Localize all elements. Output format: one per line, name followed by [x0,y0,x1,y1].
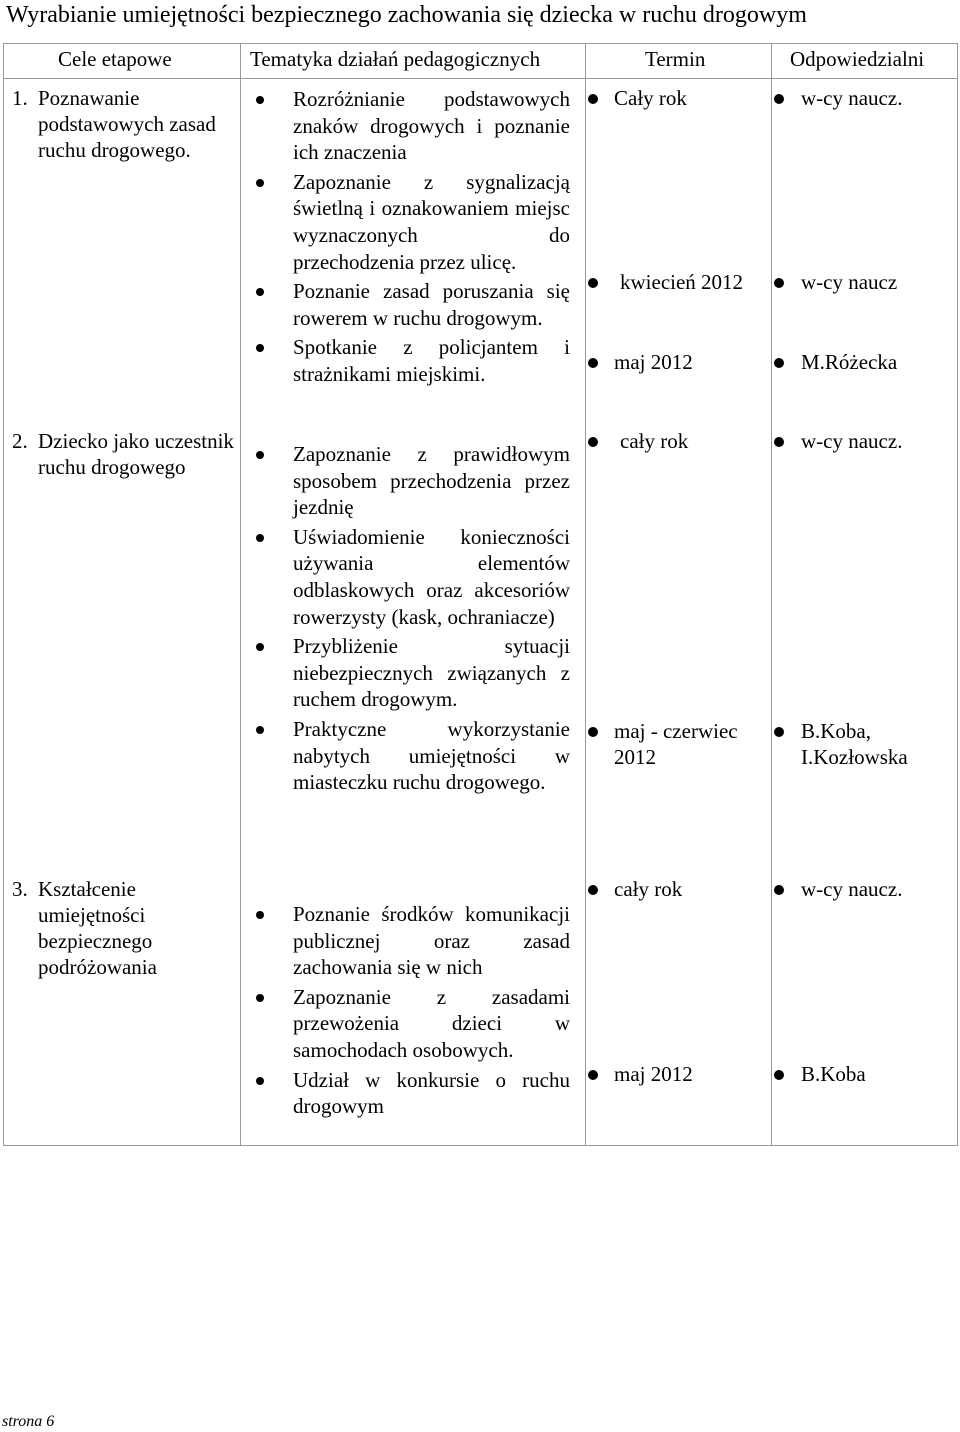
topics-group-1 [256,86,570,391]
responsible-cell: B.Koba, [774,718,871,744]
stage-2 [12,428,237,480]
bullet-icon [774,727,784,737]
responsible-cell: B.Koba [774,1061,866,1087]
topic-item: Zapoznanie z sygnalizacją świetlną i oznakowaniem miejsc wyznaczonych do przechodzenia przez ulicę. [256,169,570,275]
topic-item: Przybliżenie sytuacji niebezpiecznych związanych z ruchem drogowym. [256,633,570,713]
term-cell: cały rok [588,428,688,454]
stage-3 [12,876,237,980]
page-footer: strona 6 [2,1413,55,1430]
header-topics: Tematyka działań pedagogicznych [250,47,541,71]
stage-text: Poznawanie podstawowych zasad ruchu drogowego. [38,86,216,162]
bullet-icon [588,885,598,895]
column-divider [771,43,772,1146]
term-cell: cały rok [588,876,682,902]
stage-text: Kształcenie umiejętności bezpiecznego podróżowania [38,877,157,979]
topic-item: Zapoznanie z zasadami przewożenia dzieci w samochodach osobowych. [256,984,570,1064]
page-title: Wyrabianie umiejętności bezpiecznego zachowania się dziecka w ruchu drogowym [6,2,807,28]
bullet-icon [256,344,264,352]
column-divider [585,43,586,1146]
bullet-icon [256,994,264,1002]
responsible-cell: w-cy naucz. [774,428,902,454]
topic-item: Poznanie środków komunikacji publicznej oraz zasad zachowania się w nich [256,901,570,981]
bullet-icon [256,1077,264,1085]
stage-number: 3. [12,877,28,901]
header-stages: Cele etapowe [58,47,172,71]
bullet-icon [588,94,598,104]
bullet-icon [588,278,598,288]
topic-item: Udział w konkursie o ruchu drogowym [256,1067,570,1120]
responsible-cell: M.Różecka [774,349,897,375]
bullet-icon [256,911,264,919]
bullet-icon [588,1070,598,1080]
bullet-icon [256,179,264,187]
header-responsible: Odpowiedzialni [790,47,925,71]
bullet-icon [588,727,598,737]
bullet-icon [256,451,264,459]
bullet-icon [256,643,264,651]
stage-1 [12,85,237,163]
term-cell: kwiecień 2012 [588,269,743,295]
term-cell: Cały rok [588,85,687,111]
stage-text: Dziecko jako uczestnik ruchu drogowego [38,429,234,479]
topic-item: Poznanie zasad poruszania się rowerem w ruchu drogowym. [256,278,570,331]
topic-item: Zapoznanie z prawidłowym sposobem przechodzenia przez jezdnię [256,441,570,521]
topic-item: Uświadomienie konieczności używania elementów odblaskowych oraz akcesoriów rowerzysty (kask, ochraniacze) [256,524,570,630]
term-cell: maj - czerwiec [588,718,738,744]
bullet-icon [774,1070,784,1080]
responsible-cell-continued: I.Kozłowska [801,745,908,769]
topics-group-3 [256,901,570,1123]
bullet-icon [774,885,784,895]
bullet-icon [774,278,784,288]
term-cell: maj 2012 [588,1061,693,1087]
bullet-icon [256,288,264,296]
topics-group-2 [256,441,570,799]
responsible-cell: w-cy naucz. [774,876,902,902]
bullet-icon [774,437,784,447]
bullet-icon [774,94,784,104]
topic-item: Spotkanie z policjantem i strażnikami miejskimi. [256,334,570,387]
term-cell-continued: 2012 [614,745,656,769]
responsible-cell: w-cy naucz. [774,85,902,111]
bullet-icon [256,726,264,734]
bullet-icon [588,437,598,447]
column-divider [240,43,241,1146]
header-term: Termin [645,47,706,71]
bullet-icon [774,358,784,368]
topic-item: Praktyczne wykorzystanie nabytych umiejętności w miasteczku ruchu drogowego. [256,716,570,796]
term-cell: maj 2012 [588,349,693,375]
bullet-icon [588,358,598,368]
stage-number: 2. [12,429,28,453]
responsible-cell: w-cy naucz [774,269,897,295]
header-divider [3,78,958,79]
bullet-icon [256,96,264,104]
stage-number: 1. [12,86,28,110]
bullet-icon [256,534,264,542]
topic-item: Rozróżnianie podstawowych znaków drogowych i poznanie ich znaczenia [256,86,570,166]
